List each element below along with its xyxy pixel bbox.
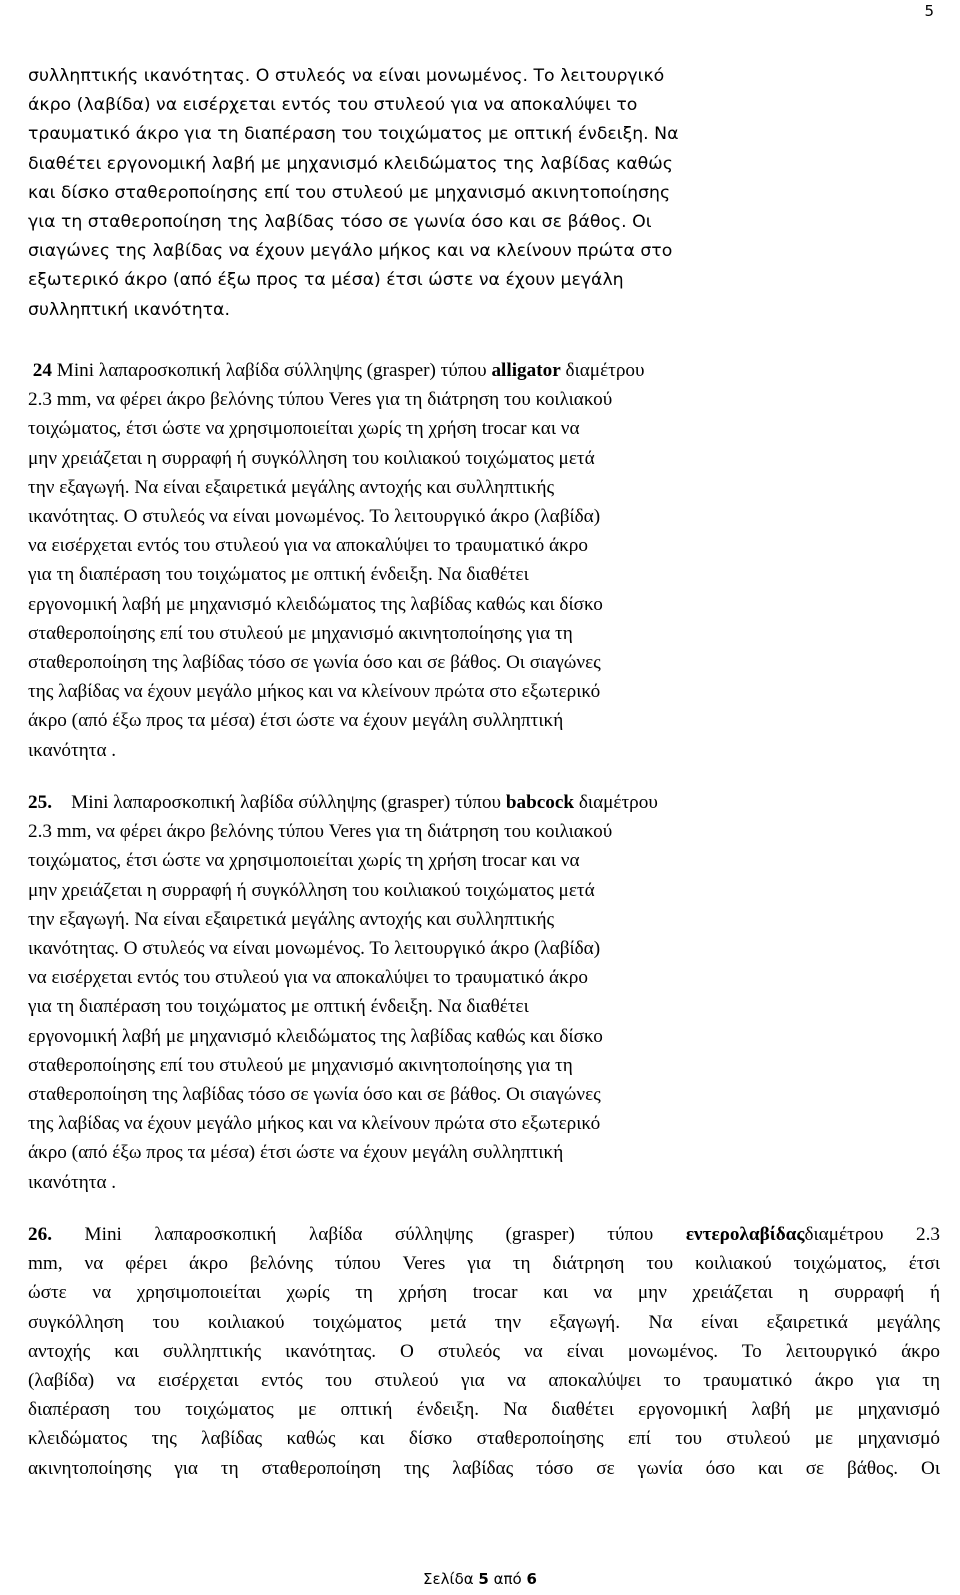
item-heading: [28, 356, 645, 385]
text-line: τοιχώματος, έτσι ώστε να χρησιμοποιείται χωρίς τη χρήση trocar και να: [28, 418, 580, 440]
footer-label: Σελίδα: [423, 1570, 474, 1588]
text-line: μην χρειάζεται η συρραφή ή συγκόλληση του κοιλιακού τοιχώματος μετά: [28, 447, 595, 469]
text-line: mm, να φέρει άκρο βελόνης τύπου Veres για τη διάτρηση του κοιλιακού τοιχώματος, έτσι: [28, 1253, 940, 1275]
text-line: της λαβίδας να έχουν μεγάλο μήκος και να κλείνουν πρώτα στο εξωτερικό: [28, 681, 601, 703]
text-line: ικανότητα .: [28, 739, 117, 761]
text-line: και δίσκο σταθεροποίησης επί του στυλεού με μηχανισμό ακινητοποίησης: [28, 182, 671, 203]
text-line: την εξαγωγή. Να είναι εξαιρετικά μεγάλης αντοχής και συλληπτικής: [28, 476, 555, 498]
footer-current-page: 5: [478, 1570, 489, 1588]
text-line: άκρο (από έξω προς τα μέσα) έτσι ώστε να έχουν μεγάλη συλληπτική: [28, 710, 564, 732]
text-line: συλληπτική ικανότητα.: [28, 299, 230, 320]
item-after: διαμέτρου: [560, 360, 645, 381]
item-heading: [28, 788, 658, 817]
item-intro: Mini λαπαροσκοπική λαβίδα σύλληψης (grasper) τύπου: [51, 1224, 686, 1245]
item-25-paragraph: [28, 788, 658, 1197]
item-number: 24: [32, 360, 52, 381]
text-line: εργονομική λαβή με μηχανισμό κλειδώματος της λαβίδας καθώς και δίσκο: [28, 1025, 603, 1047]
item-type: babcock: [505, 792, 575, 813]
text-line: ικανότητας. Ο στυλεός να είναι μονωμένος. Το λειτουργικό άκρο (λαβίδα): [28, 506, 601, 528]
text-line: ακινητοποίησης για τη σταθεροποίηση της λαβίδας τόσο σε γωνία όσο και σε βάθος. Οι: [28, 1457, 940, 1479]
text-line: για τη σταθεροποίηση της λαβίδας τόσο σε γωνία όσο και σε βάθος. Οι: [28, 212, 652, 233]
item-heading: [28, 1220, 940, 1249]
item-intro: Mini λαπαροσκοπική λαβίδα σύλληψης (grasper) τύπου: [51, 792, 506, 813]
text-line: να εισέρχεται εντός του στυλεού για να αποκαλύψει το τραυματικό άκρο: [28, 535, 588, 557]
text-line: τοιχώματος, έτσι ώστε να χρησιμοποιείται χωρίς τη χρήση trocar και να: [28, 850, 580, 872]
text-line: συγκόλληση του κοιλιακού τοιχώματος μετά την εξαγωγή. Να είναι εξαιρετικά μεγάλης: [28, 1311, 940, 1333]
text-line: άκρο (από έξω προς τα μέσα) έτσι ώστε να έχουν μεγάλη συλληπτική: [28, 1142, 564, 1164]
text-line: σταθεροποίηση της λαβίδας τόσο σε γωνία όσο και σε βάθος. Οι σιαγώνες: [28, 652, 601, 674]
text-line: της λαβίδας να έχουν μεγάλο μήκος και να κλείνουν πρώτα στο εξωτερικό: [28, 1113, 601, 1135]
item-24-paragraph: [28, 356, 645, 765]
item-after: διαμέτρου 2.3: [804, 1224, 940, 1245]
text-line: μην χρειάζεται η συρραφή ή συγκόλληση του κοιλιακού τοιχώματος μετά: [28, 879, 595, 901]
intro-paragraph: [28, 62, 678, 325]
item-type: alligator: [491, 360, 561, 381]
text-line: ικανότητας. Ο στυλεός να είναι μονωμένος. Το λειτουργικό άκρο (λαβίδα): [28, 938, 601, 960]
text-line: άκρο (λαβίδα) να εισέρχεται εντός του στυλεού για να αποκαλύψει το: [28, 95, 638, 116]
text-line: για τη διαπέραση του τοιχώματος με οπτική ένδειξη. Να διαθέτει: [28, 564, 529, 586]
item-type: εντερολαβίδας: [685, 1224, 805, 1245]
text-line: σταθεροποίηση της λαβίδας τόσο σε γωνία όσο και σε βάθος. Οι σιαγώνες: [28, 1084, 601, 1106]
text-line: να εισέρχεται εντός του στυλεού για να αποκαλύψει το τραυματικό άκρο: [28, 967, 588, 989]
text-line: 2.3 mm, να φέρει άκρο βελόνης τύπου Veres για τη διάτρηση του κοιλιακού: [28, 389, 613, 411]
text-line: 2.3 mm, να φέρει άκρο βελόνης τύπου Veres για τη διάτρηση του κοιλιακού: [28, 821, 613, 843]
text-line: εξωτερικό άκρο (από έξω προς τα μέσα) έτσι ώστε να έχουν μεγάλη: [28, 270, 624, 291]
text-line: κλειδώματος της λαβίδας καθώς και δίσκο σταθεροποίησης επί του στυλεού με μηχανισμό: [28, 1428, 940, 1450]
text-line: σταθεροποίησης επί του στυλεού με μηχανισμό ακινητοποίησης για τη: [28, 1054, 573, 1076]
text-line: για τη διαπέραση του τοιχώματος με οπτική ένδειξη. Να διαθέτει: [28, 996, 529, 1018]
text-line: τραυματικό άκρο για τη διαπέραση του τοιχώματος με οπτική ένδειξη. Να: [28, 124, 679, 145]
item-26-paragraph: [28, 1220, 940, 1483]
item-number: 26.: [28, 1224, 52, 1245]
item-intro: Mini λαπαροσκοπική λαβίδα σύλληψης (grasper) τύπου: [51, 360, 492, 381]
footer-total-pages: 6: [526, 1570, 537, 1588]
text-line: σταθεροποίησης επί του στυλεού με μηχανισμό ακινητοποίησης για τη: [28, 622, 573, 644]
text-line: ικανότητα .: [28, 1171, 117, 1193]
text-line: την εξαγωγή. Να είναι εξαιρετικά μεγάλης αντοχής και συλληπτικής: [28, 908, 555, 930]
text-line: διαθέτει εργονομική λαβή με μηχανισμό κλειδώματος της λαβίδας καθώς: [28, 153, 673, 174]
text-line: (λαβίδα) να εισέρχεται εντός του στυλεού για να αποκαλύψει το τραυματικό άκρο για τη: [28, 1370, 940, 1392]
text-line: συλληπτικής ικανότητας. Ο στυλεός να είναι μονωμένος. Το λειτουργικό: [28, 66, 665, 86]
item-number: 25.: [28, 792, 52, 813]
text-line: αντοχής και συλληπτικής ικανότητας. Ο στυλεός να είναι μονωμένος. Το λειτουργικό άκρο: [28, 1340, 940, 1362]
page-number: 5: [924, 2, 934, 20]
text-line: σιαγώνες της λαβίδας να έχουν μεγάλο μήκος και να κλείνουν πρώτα στο: [28, 241, 673, 262]
page-footer: [0, 1570, 960, 1588]
text-line: διαπέραση του τοιχώματος με οπτική ένδειξη. Να διαθέτει εργονομική λαβή με μηχανισμό: [28, 1399, 940, 1421]
footer-of: από: [493, 1570, 522, 1588]
text-line: εργονομική λαβή με μηχανισμό κλειδώματος της λαβίδας καθώς και δίσκο: [28, 593, 603, 615]
item-after: διαμέτρου: [574, 792, 658, 813]
text-line: ώστε να χρησιμοποιείται χωρίς τη χρήση trocar και να μην χρειάζεται η συρραφή ή: [28, 1282, 940, 1304]
